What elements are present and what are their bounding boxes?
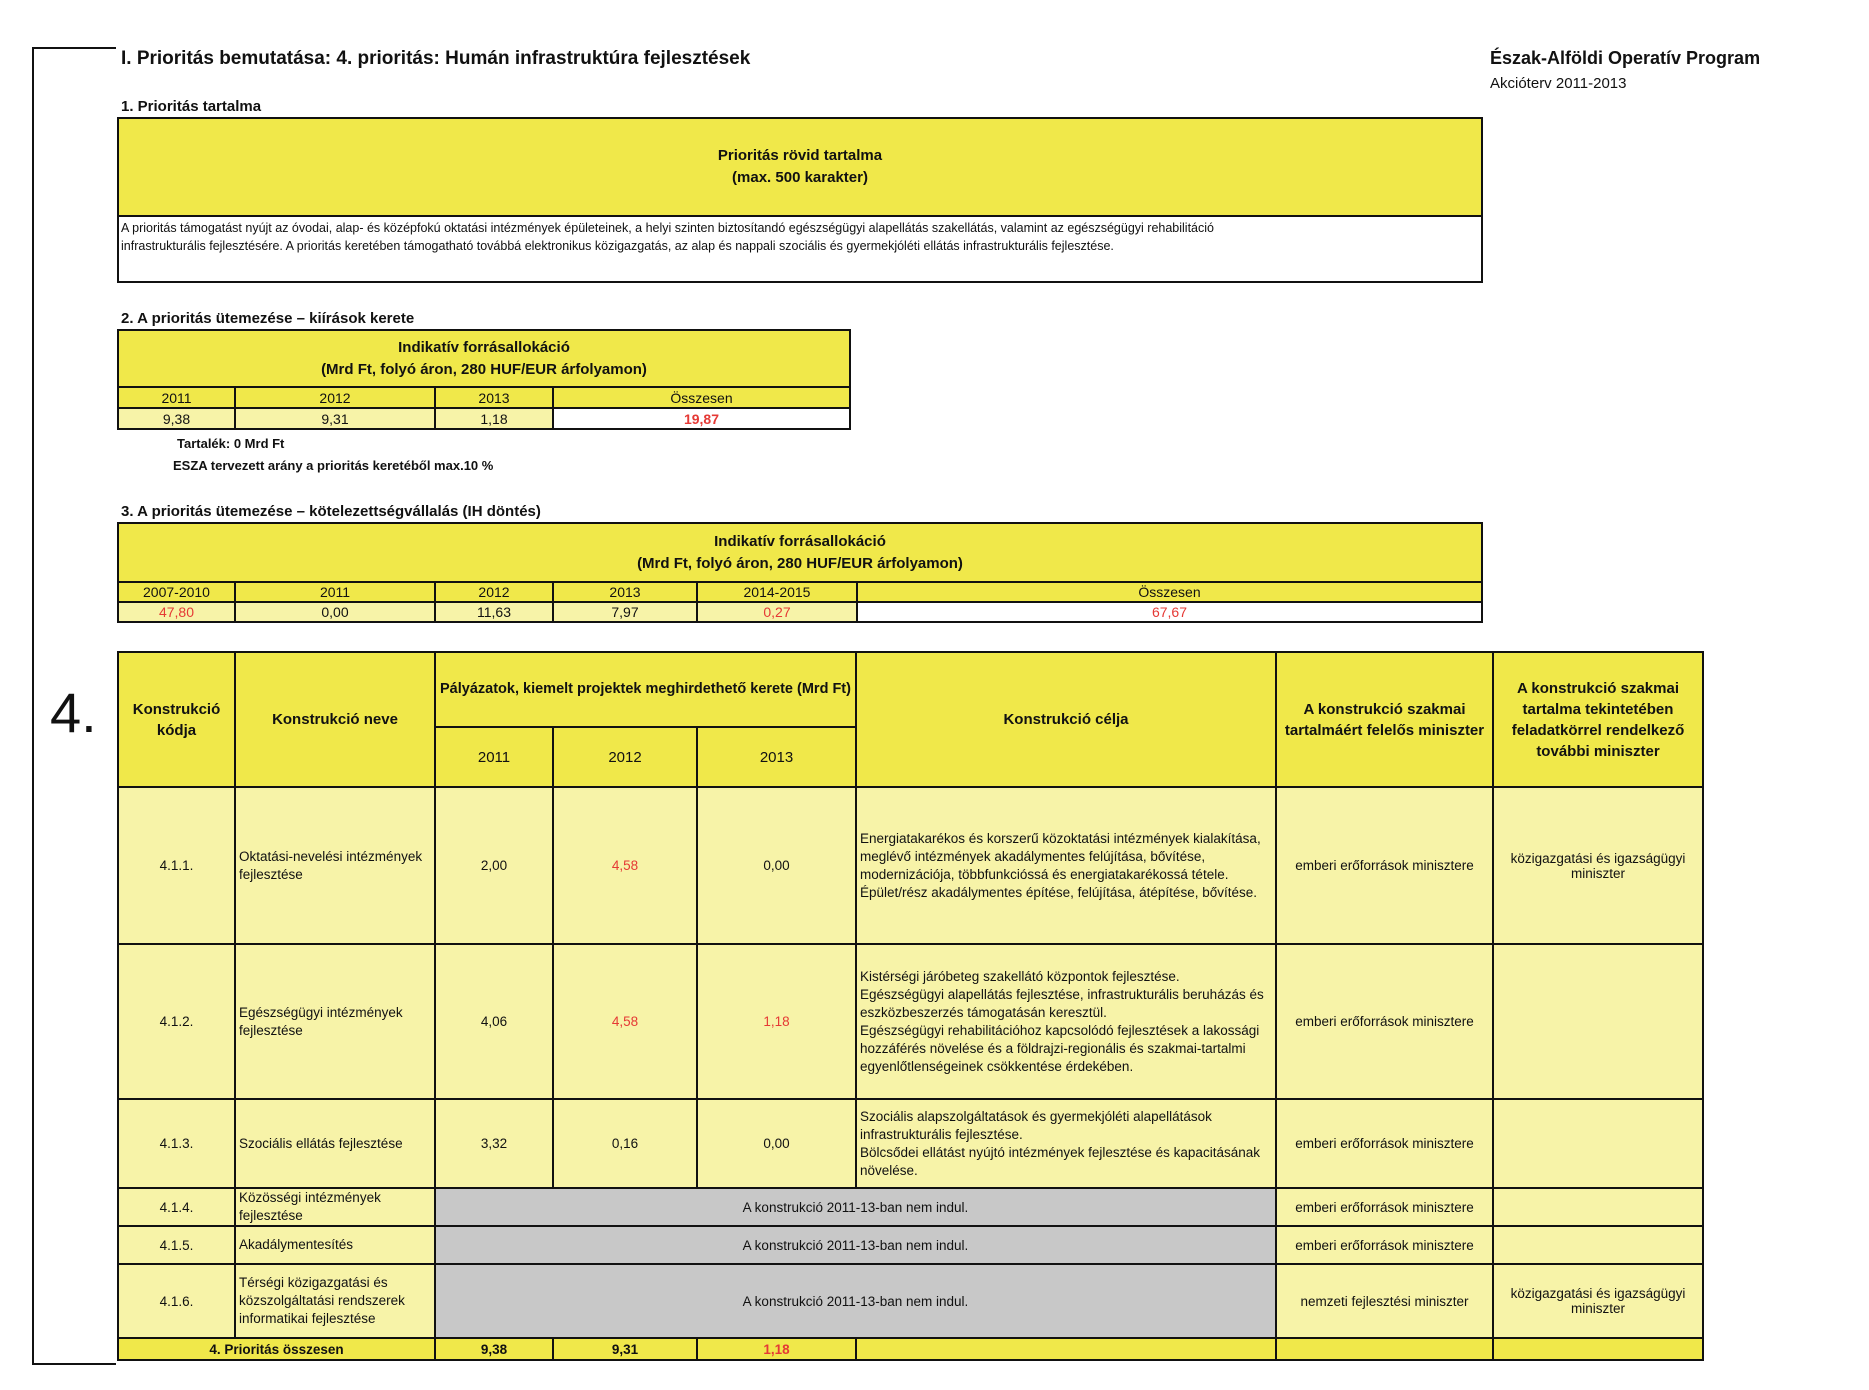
row-value-2012: 4,58 (553, 787, 697, 944)
row-goal: Kistérségi járóbeteg szakellátó központok fejlesztése. Egészségügyi alapellátás fejlesztése, infrastrukturális beruházás és eszközbeszerzés támogatásán keresztül. Egészségügyi rehabilitációhoz kapcsolódó fejlesztések a lakossági hozzáférés növelése és a földrajzi-regionális és szakmai-tartalmi egyenlőtlenségeinek csökkentése érdekében. (856, 944, 1276, 1099)
call-col-2013: 2013 (435, 387, 553, 408)
total-2012: 9,31 (553, 1338, 697, 1360)
row-value-2012: 0,16 (553, 1099, 697, 1188)
call-schedule-header (118, 330, 850, 387)
table-row (118, 787, 1703, 944)
row-name: Szociális ellátás fejlesztése (235, 1099, 435, 1188)
priority-content-box (117, 117, 1483, 283)
header-other-minister: A konstrukció szakmai tartalma tekintetében feladatkörrel rendelkező további miniszter (1493, 652, 1703, 787)
priority-content-text-line1: A prioritás támogatást nyújt az óvodai, alap- és középfokú oktatási intézmények épületeinek, a helyi szinten biztosítandó egészségügyi alapellátás szakellátás, valamint az egészségügyi rehabilitáció (121, 221, 1214, 235)
commitment-header-line1: Indikatív forrásallokáció (714, 532, 886, 550)
table-row (118, 944, 1703, 1099)
section1-title: 1. Prioritás tartalma (121, 98, 262, 115)
row-not-started: A konstrukció 2011-13-ban nem indul. (435, 1226, 1276, 1264)
row-code: 4.1.5. (118, 1226, 235, 1264)
program-title: Észak-Alföldi Operatív Program (1490, 48, 1761, 68)
commit-col-2011: 2011 (235, 582, 435, 602)
row-other-minister: közigazgatási és igazságügyi miniszter (1493, 1264, 1703, 1338)
row-value-2011: 3,32 (435, 1099, 553, 1188)
table-row (118, 1099, 1703, 1188)
page-title: I. Prioritás bemutatása: 4. prioritás: Humán infrastruktúra fejlesztések (121, 48, 751, 69)
call-val-2011: 9,38 (118, 408, 235, 429)
table-row (118, 1264, 1703, 1338)
row-minister: emberi erőforrások minisztere (1276, 1099, 1493, 1188)
row-name: Egészségügyi intézmények fejlesztése (235, 944, 435, 1099)
row-minister: emberi erőforrások minisztere (1276, 1188, 1493, 1226)
row-goal: Szociális alapszolgáltatások és gyermekjóléti alapellátások infrastrukturális fejlesztése. Bölcsődei ellátást nyújtó intézmények fejlesztése és kapacitásának növelése. (856, 1099, 1276, 1188)
commitment-header-line2: (Mrd Ft, folyó áron, 280 HUF/EUR árfolyamon) (637, 554, 963, 572)
row-minister: emberi erőforrások minisztere (1276, 787, 1493, 944)
row-other-minister: közigazgatási és igazságügyi miniszter (1493, 787, 1703, 944)
commit-col-2012: 2012 (435, 582, 553, 602)
row-value-2013: 1,18 (697, 944, 856, 1099)
commit-col-2014-2015: 2014-2015 (697, 582, 857, 602)
row-code: 4.1.6. (118, 1264, 235, 1338)
header-budget: Pályázatok, kiemelt projektek meghirdethető kerete (Mrd Ft) (435, 652, 856, 727)
call-val-2013: 1,18 (435, 408, 553, 429)
commit-col-total: Összesen (857, 582, 1482, 602)
action-plan-label: Akcióterv 2011-2013 (1490, 75, 1627, 92)
priority-content-header-line1: Prioritás rövid tartalma (717, 147, 883, 164)
row-other-minister (1493, 1226, 1703, 1264)
call-val-2012: 9,31 (235, 408, 435, 429)
header-year-2013: 2013 (697, 727, 856, 787)
row-value-2011: 2,00 (435, 787, 553, 944)
row-other-minister (1493, 1188, 1703, 1226)
row-name: Akadálymentesítés (235, 1226, 435, 1264)
header-code: Konstrukció kódja (118, 652, 235, 787)
row-code: 4.1.3. (118, 1099, 235, 1188)
section3-title: 3. A prioritás ütemezése – kötelezettségvállalás (IH döntés) (121, 503, 541, 520)
commitment-header (118, 523, 1482, 582)
total-2011: 9,38 (435, 1338, 553, 1360)
call-schedule-header-line2: (Mrd Ft, folyó áron, 280 HUF/EUR árfolyamon) (321, 360, 647, 378)
total-empty-goal (856, 1338, 1276, 1360)
row-minister: emberi erőforrások minisztere (1276, 944, 1493, 1099)
call-schedule-header-line1: Indikatív forrásallokáció (398, 338, 570, 356)
commit-col-2013: 2013 (553, 582, 697, 602)
commit-val-2014-2015: 0,27 (697, 602, 857, 622)
call-val-total: 19,87 (553, 408, 850, 429)
row-other-minister (1493, 1099, 1703, 1188)
commitment-schedule-table (117, 522, 1483, 623)
section2-title: 2. A prioritás ütemezése – kiírások kerete (121, 310, 415, 327)
call-schedule-table (117, 329, 851, 430)
header-goal: Konstrukció célja (856, 652, 1276, 787)
total-row (118, 1338, 1703, 1360)
commit-val-2012: 11,63 (435, 602, 553, 622)
row-not-started: A konstrukció 2011-13-ban nem indul. (435, 1188, 1276, 1226)
row-minister: emberi erőforrások minisztere (1276, 1226, 1493, 1264)
commit-val-2007-2010: 47,80 (118, 602, 235, 622)
call-col-2011: 2011 (118, 387, 235, 408)
table-row (118, 1226, 1703, 1264)
commit-val-2011: 0,00 (235, 602, 435, 622)
header-year-2012: 2012 (553, 727, 697, 787)
row-code: 4.1.2. (118, 944, 235, 1099)
priority-content-text (121, 219, 1401, 255)
row-value-2011: 4,06 (435, 944, 553, 1099)
row-name: Oktatási-nevelési intézmények fejlesztése (235, 787, 435, 944)
row-code: 4.1.1. (118, 787, 235, 944)
header-minister: A konstrukció szakmai tartalmáért felelős miniszter (1276, 652, 1493, 787)
total-2013: 1,18 (697, 1338, 856, 1360)
reserve-note: Tartalék: 0 Mrd Ft (177, 436, 285, 451)
call-col-2012: 2012 (235, 387, 435, 408)
header-name: Konstrukció neve (235, 652, 435, 787)
construction-table (117, 651, 1704, 1361)
row-not-started: A konstrukció 2011-13-ban nem indul. (435, 1264, 1276, 1338)
row-value-2012: 4,58 (553, 944, 697, 1099)
priority-number: 4. (50, 681, 97, 744)
total-label: 4. Prioritás összesen (118, 1338, 435, 1360)
priority-content-header (119, 119, 1481, 217)
row-name: Térségi közigazgatási és közszolgáltatási rendszerek informatikai fejlesztése (235, 1264, 435, 1338)
total-empty-other (1493, 1338, 1703, 1360)
row-value-2013: 0,00 (697, 1099, 856, 1188)
total-empty-minister (1276, 1338, 1493, 1360)
table-row (118, 1188, 1703, 1226)
row-name: Közösségi intézmények fejlesztése (235, 1188, 435, 1226)
commit-val-2013: 7,97 (553, 602, 697, 622)
esza-note: ESZA tervezett arány a prioritás keretéből max.10 % (173, 458, 494, 473)
header-year-2011: 2011 (435, 727, 553, 787)
priority-content-text-line2: infrastrukturális fejlesztésére. A prioritás keretében támogatható továbbá elektronikus közigazgatás, az alap és nappali szociális és gyermekjóléti ellátás infrastrukturális fejlesztése. (121, 239, 1114, 253)
call-col-total: Összesen (553, 387, 850, 408)
row-code: 4.1.4. (118, 1188, 235, 1226)
row-other-minister (1493, 944, 1703, 1099)
row-minister: nemzeti fejlesztési miniszter (1276, 1264, 1493, 1338)
commit-val-total: 67,67 (857, 602, 1482, 622)
row-goal: Energiatakarékos és korszerű közoktatási intézmények kialakítása, meglévő intézmények akadálymentes felújítása, bővítése, modernizációja, többfunkcióssá és energiatakarékossá tétele. Épület/rész akadálymentes építése, felújítása, átépítése, bővítése. (856, 787, 1276, 944)
priority-content-header-line2: (max. 500 karakter) (732, 169, 868, 186)
commit-col-2007-2010: 2007-2010 (118, 582, 235, 602)
row-value-2013: 0,00 (697, 787, 856, 944)
